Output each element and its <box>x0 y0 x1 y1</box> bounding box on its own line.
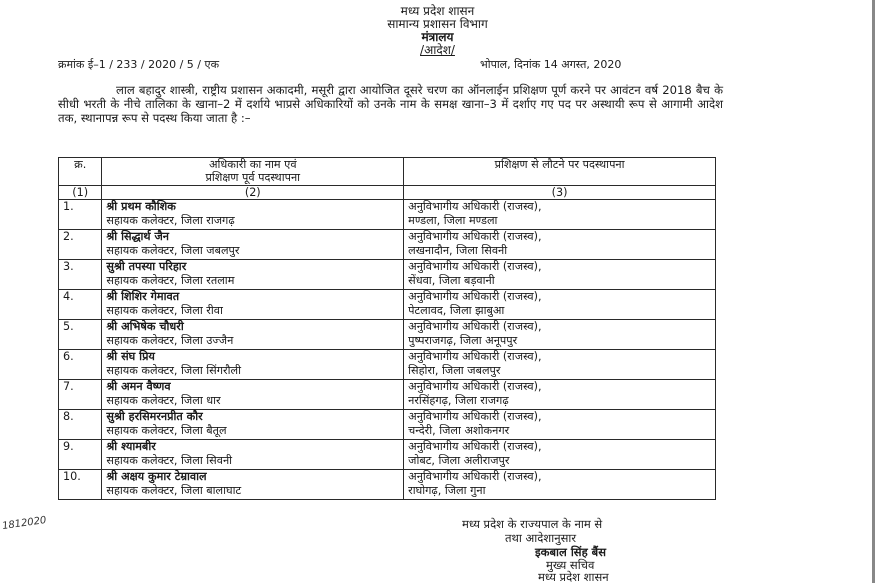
officer-name: सुश्री हरसिमरनप्रीत कौर <box>106 410 203 423</box>
row-officer <box>102 410 404 440</box>
table-row <box>59 350 716 380</box>
officer-name: श्री संघ प्रिय <box>106 350 155 363</box>
row-serial: 6. <box>59 350 102 380</box>
row-officer <box>102 350 404 380</box>
row-serial: 9. <box>59 440 102 470</box>
row-officer <box>102 200 404 230</box>
officer-previous-posting: सहायक कलेक्टर, जिला राजगढ़ <box>106 214 235 227</box>
new-posting-designation: अनुविभागीय अधिकारी (राजस्व), <box>408 350 542 363</box>
row-new-posting <box>404 440 716 470</box>
col-header-officer-line2: प्रशिक्षण पूर्व पदस्थापना <box>205 171 301 184</box>
officer-previous-posting: सहायक कलेक्टर, जिला बैतूल <box>106 424 227 437</box>
row-serial: 10. <box>59 470 102 500</box>
order-paragraph <box>58 83 723 126</box>
col-number-3: (3) <box>404 186 716 200</box>
row-new-posting <box>404 230 716 260</box>
table-row <box>59 230 716 260</box>
row-serial: 1. <box>59 200 102 230</box>
row-officer <box>102 230 404 260</box>
row-officer <box>102 290 404 320</box>
signature-authority: मध्य प्रदेश के राज्यपाल के नाम से <box>462 517 603 531</box>
row-new-posting <box>404 260 716 290</box>
new-posting-designation: अनुविभागीय अधिकारी (राजस्व), <box>408 320 542 333</box>
new-posting-designation: अनुविभागीय अधिकारी (राजस्व), <box>408 380 542 393</box>
row-officer <box>102 440 404 470</box>
signatory-name: इकबाल सिंह बैंस <box>535 545 607 559</box>
col-header-officer <box>102 158 404 186</box>
officer-previous-posting: सहायक कलेक्टर, जिला जबलपुर <box>106 244 240 257</box>
new-posting-place: राघोगढ़, जिला गुना <box>408 484 486 497</box>
row-serial: 4. <box>59 290 102 320</box>
row-new-posting <box>404 410 716 440</box>
officer-previous-posting: सहायक कलेक्टर, जिला सिवनी <box>106 454 233 467</box>
officer-name: श्री शिशिर गेमावत <box>106 290 180 303</box>
table-row <box>59 380 716 410</box>
new-posting-designation: अनुविभागीय अधिकारी (राजस्व), <box>408 470 542 483</box>
row-new-posting <box>404 350 716 380</box>
row-serial: 7. <box>59 380 102 410</box>
posting-table <box>58 157 716 500</box>
new-posting-place: सिहोरा, जिला जबलपुर <box>408 364 501 377</box>
signatory-designation: मुख्य सचिव <box>546 558 595 572</box>
order-reference-number: क्रमांक ई–1 / 233 / 2020 / 5 / एक <box>58 58 220 71</box>
row-serial: 3. <box>59 260 102 290</box>
officer-name: श्री अक्षय कुमार टेम्रावाल <box>106 470 207 483</box>
row-new-posting <box>404 200 716 230</box>
row-new-posting <box>404 320 716 350</box>
officer-name: श्री अभिषेक चौधरी <box>106 320 184 333</box>
new-posting-place: सेंधवा, जिला बड़वानी <box>408 274 495 287</box>
header-ministry: मंत्रालय <box>421 30 454 44</box>
table-row <box>59 260 716 290</box>
table-row <box>59 410 716 440</box>
new-posting-designation: अनुविभागीय अधिकारी (राजस्व), <box>408 200 542 213</box>
new-posting-designation: अनुविभागीय अधिकारी (राजस्व), <box>408 230 542 243</box>
row-serial: 5. <box>59 320 102 350</box>
row-new-posting <box>404 380 716 410</box>
new-posting-designation: अनुविभागीय अधिकारी (राजस्व), <box>408 290 542 303</box>
new-posting-place: पेटलावद, जिला झाबुआ <box>408 304 505 317</box>
order-date: भोपाल, दिनांक 14 अगस्त, 2020 <box>480 58 622 71</box>
new-posting-place: पुष्पराजगढ़, जिला अनूपपुर <box>408 334 518 347</box>
officer-previous-posting: सहायक कलेक्टर, जिला उज्जैन <box>106 334 234 347</box>
new-posting-place: लखनादौन, जिला सिवनी <box>408 244 508 257</box>
row-new-posting <box>404 470 716 500</box>
officer-previous-posting: सहायक कलेक्टर, जिला सिंगरौली <box>106 364 241 377</box>
header-department: सामान्य प्रशासन विभाग <box>387 17 488 31</box>
officer-name: श्री अमन वैष्णव <box>106 380 171 393</box>
table-row <box>59 320 716 350</box>
row-officer <box>102 260 404 290</box>
header-government: मध्य प्रदेश शासन <box>400 4 475 18</box>
new-posting-designation: अनुविभागीय अधिकारी (राजस्व), <box>408 260 542 273</box>
table-row <box>59 440 716 470</box>
table-row <box>59 290 716 320</box>
new-posting-place: नरसिंहगढ़, जिला राजगढ़ <box>408 394 509 407</box>
table-row <box>59 470 716 500</box>
new-posting-designation: अनुविभागीय अधिकारी (राजस्व), <box>408 410 542 423</box>
officer-previous-posting: सहायक कलेक्टर, जिला बालाघाट <box>106 484 242 497</box>
col-header-posting: प्रशिक्षण से लौटने पर पदस्थापना <box>404 158 716 186</box>
officer-name: श्री सिद्धार्थ जैन <box>106 230 169 243</box>
row-officer <box>102 470 404 500</box>
row-serial: 8. <box>59 410 102 440</box>
new-posting-place: मण्डला, जिला मण्डला <box>408 214 498 227</box>
officer-previous-posting: सहायक कलेक्टर, जिला रीवा <box>106 304 223 317</box>
officer-name: श्री प्रथम कौशिक <box>106 200 176 213</box>
new-posting-designation: अनुविभागीय अधिकारी (राजस्व), <box>408 440 542 453</box>
row-new-posting <box>404 290 716 320</box>
col-number-2: (2) <box>102 186 404 200</box>
officer-previous-posting: सहायक कलेक्टर, जिला रतलाम <box>106 274 235 287</box>
col-number-1: (1) <box>59 186 102 200</box>
row-officer <box>102 320 404 350</box>
signature-by-order: तथा आदेशानुसार <box>505 531 577 545</box>
row-serial: 2. <box>59 230 102 260</box>
row-officer <box>102 380 404 410</box>
new-posting-place: जोबट, जिला अलीराजपुर <box>408 454 510 467</box>
table-row <box>59 200 716 230</box>
officer-name: श्री श्यामबीर <box>106 440 156 453</box>
header-order-title: /आदेश/ <box>420 43 455 57</box>
officer-name: सुश्री तपस्या परिहार <box>106 260 187 273</box>
new-posting-place: चन्देरी, जिला अशोकनगर <box>408 424 510 437</box>
col-header-officer-line1: अधिकारी का नाम एवं <box>208 158 297 171</box>
signatory-office: मध्य प्रदेश शासन <box>538 570 609 584</box>
order-paragraph-text: लाल बहादुर शास्त्री, राष्ट्रीय प्रशासन अकादमी, मसूरी द्वारा आयोजित दूसरे चरण का ऑनलाईन प्रशिक्षण पूर्ण करने पर आवंटन वर्ष 2018 बैच के सीधी भरती के नीचे तालिका के खाना–2 में दर्शाये भाप्रसे अधिकारियों को उनके नाम के समक्ष खाना–3 में दर्शाए गए पद पर अस्थायी रूप से आगामी आदेश तक, स्थानापन्न रूप से पदस्थ किया जाता है :– <box>58 83 723 126</box>
col-header-serial: क्र. <box>59 158 102 186</box>
officer-previous-posting: सहायक कलेक्टर, जिला धार <box>106 394 221 407</box>
margin-handwritten-note: 1812020 <box>1 514 48 533</box>
